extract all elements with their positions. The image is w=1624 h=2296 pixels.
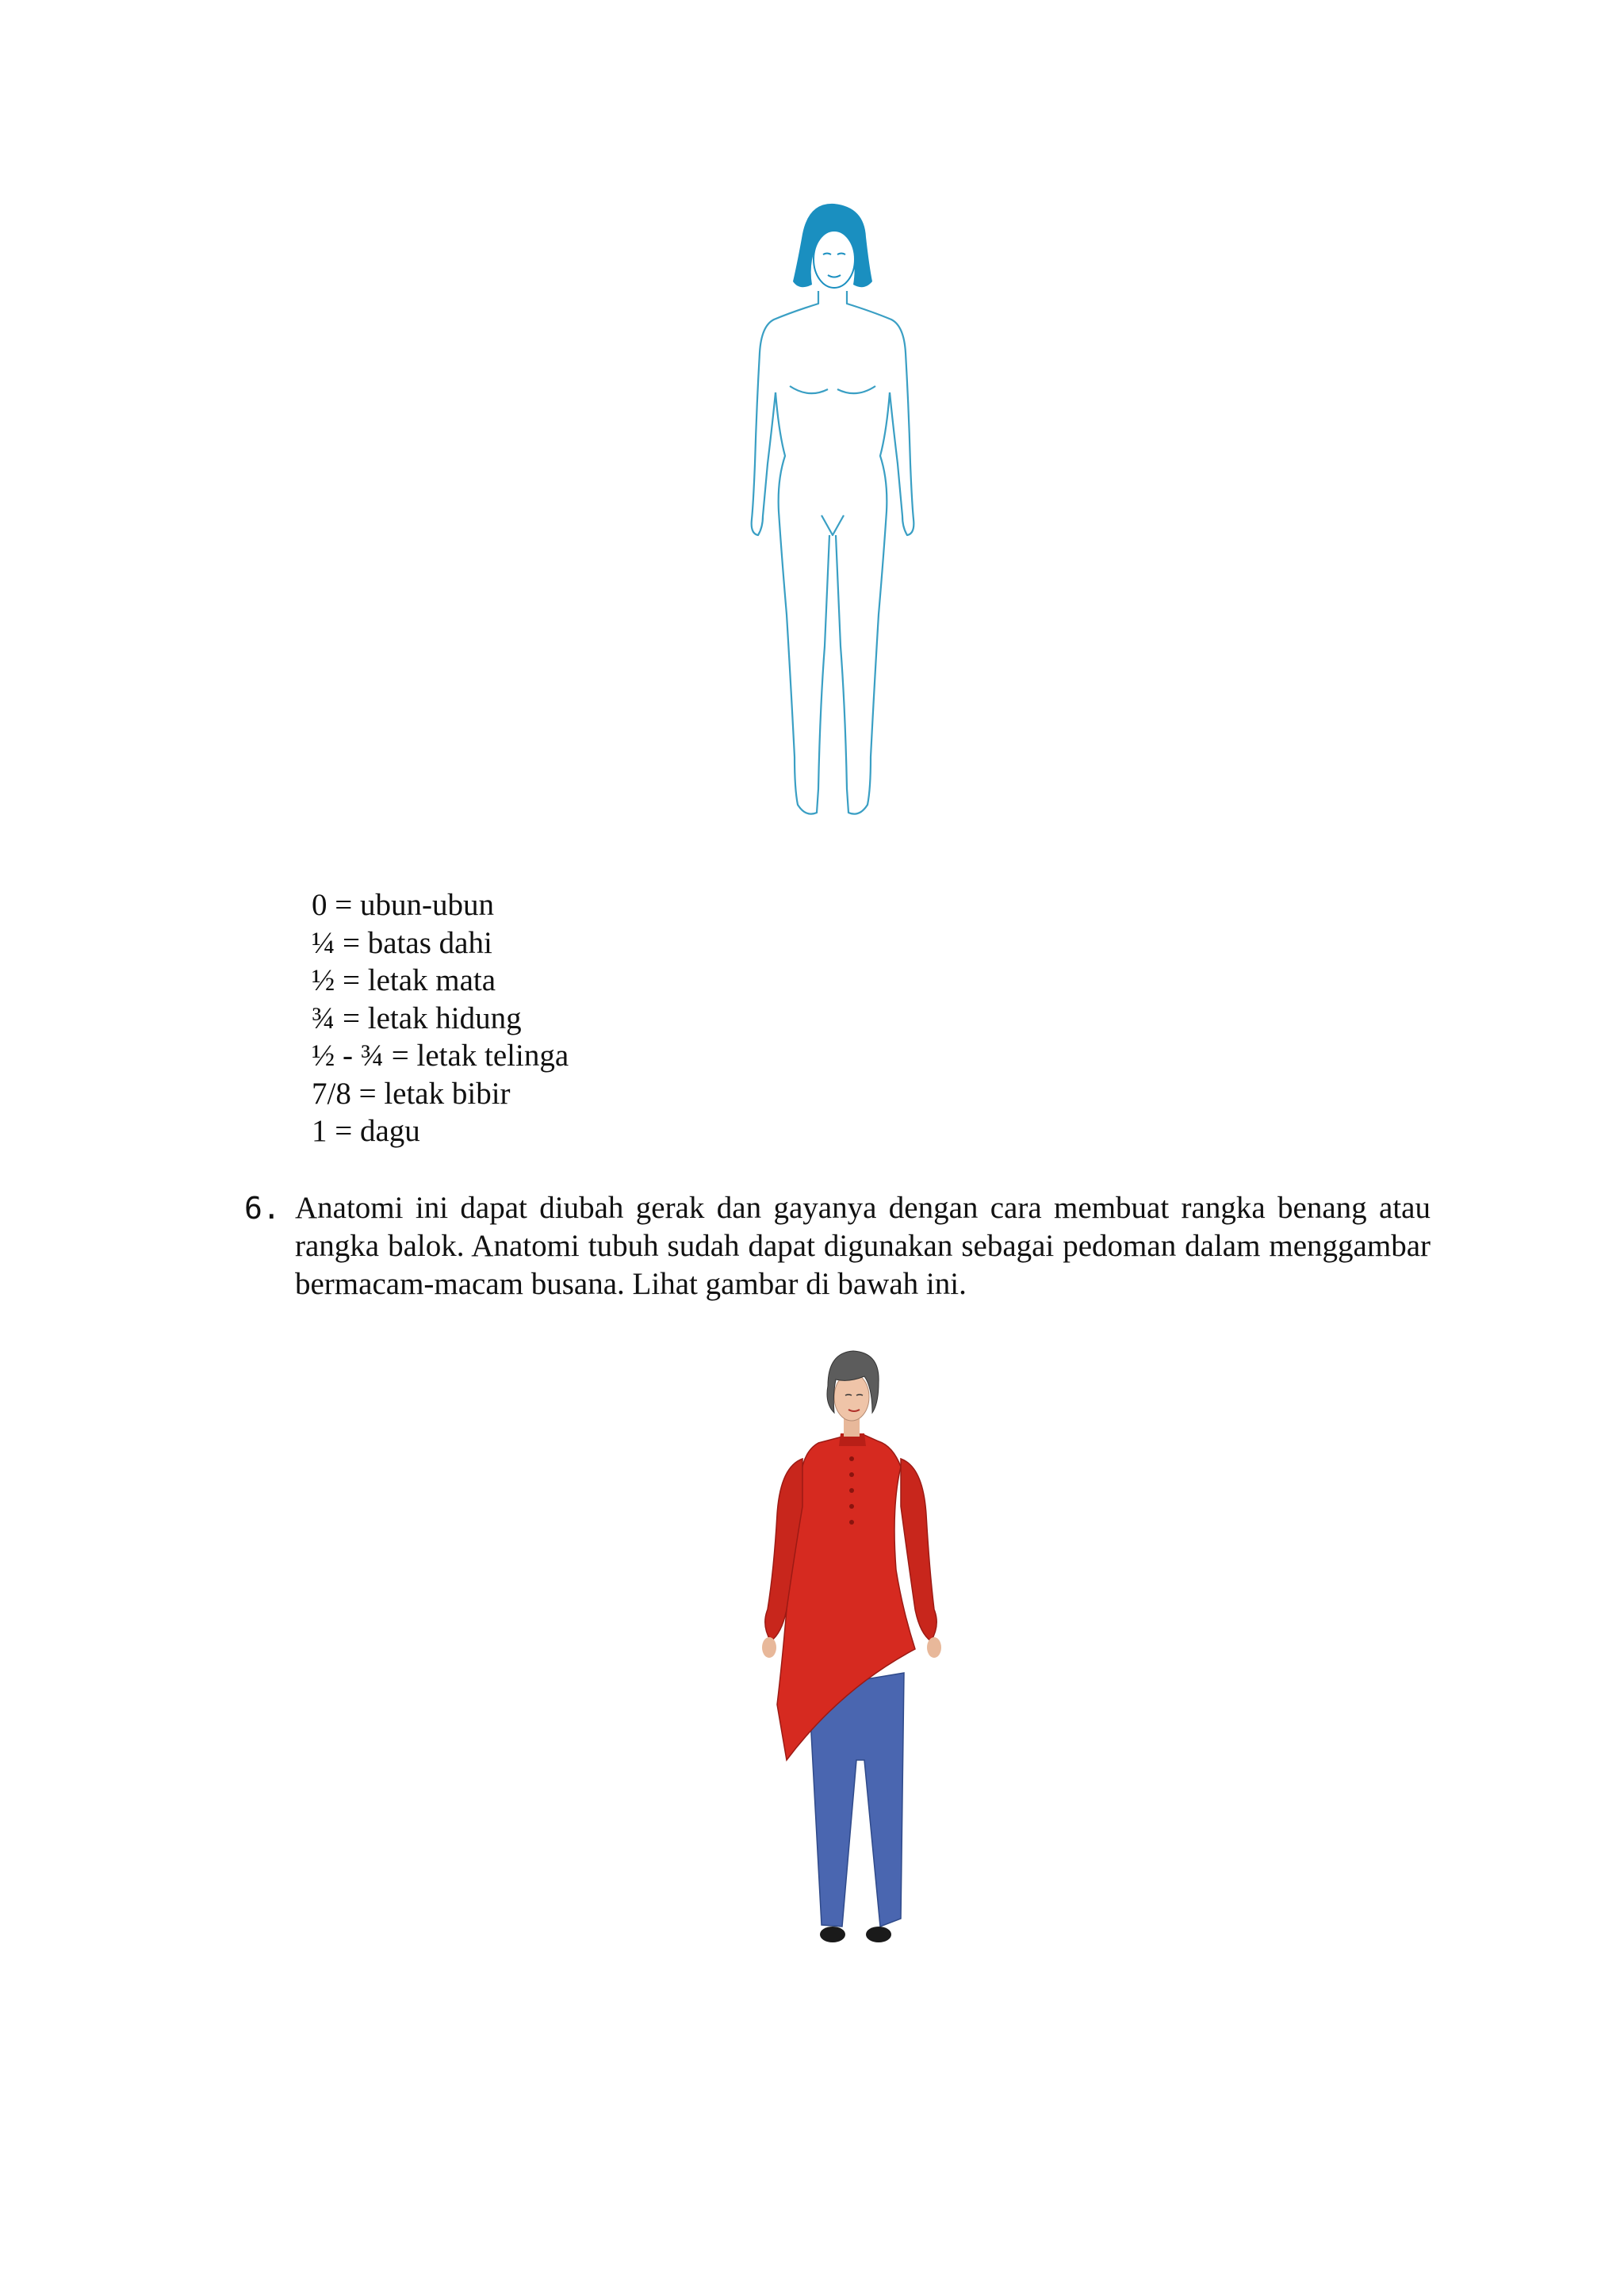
legend-item: 7/8 = letak bibir: [312, 1076, 511, 1111]
head-proportion-legend: [312, 886, 569, 1150]
legend-item: ½ - ¾ = letak telinga: [312, 1039, 569, 1073]
list-number: 6.: [244, 1191, 281, 1226]
legend-item: ¼ = batas dahi: [312, 925, 492, 960]
anatomy-figure: [745, 202, 920, 828]
list-item-6: [244, 1189, 1431, 1303]
legend-item: ½ = letak mata: [312, 963, 496, 997]
legend-item: 0 = ubun-ubun: [312, 888, 494, 922]
legend-item: 1 = dagu: [312, 1114, 420, 1148]
legend-item: ¾ = letak hidung: [312, 1001, 522, 1035]
fashion-figure: [745, 1348, 967, 1974]
paragraph: Anatomi ini dapat diubah gerak dan gayanya dengan cara membuat rangka benang atau rangka balok. Anatomi tubuh sudah dapat digunakan sebagai pedoman dalam menggambar bermacam-macam busana. Lihat gambar di bawah ini.: [295, 1191, 1431, 1301]
